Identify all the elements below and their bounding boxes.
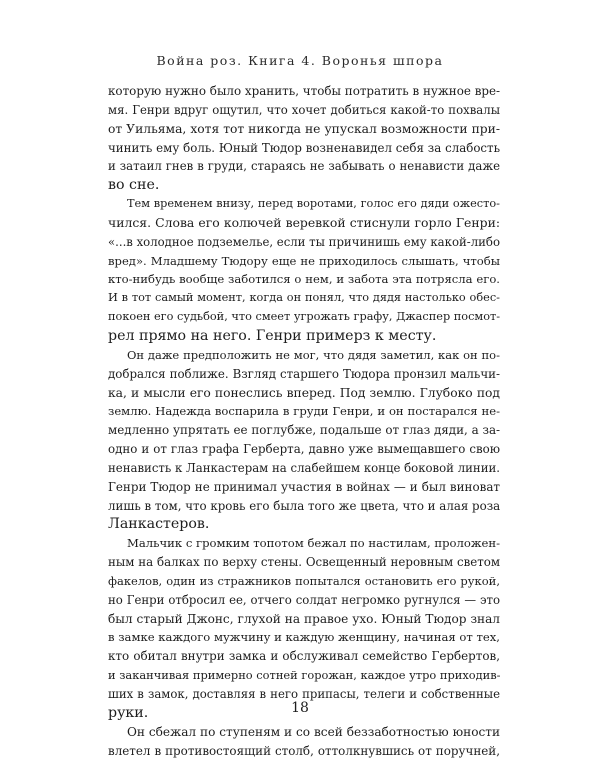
text-line: чился. Слова его колючей веревкой стиснули горло Генри: <box>108 214 500 230</box>
text-line: Тем временем внизу, перед воротами, голос его дяди ожесто- <box>127 197 500 211</box>
text-line: ным на балках по верху стены. Освещенный неровным светом <box>108 555 500 570</box>
text-line: лишь в том, что кровь его была того же цвета, что и алая роза <box>108 498 501 513</box>
text-line: вред». Младшему Тюдору еще не приходилось слышать, чтобы <box>108 253 500 268</box>
text-line: но Генри отбросил ее, отчего солдат негромко ругнулся — это <box>108 592 500 607</box>
text-line: медленно упрятать ее поглубже, подальше от глаз дяди, а за- <box>108 423 501 438</box>
text-line: рел прямо на него. Генри примерз к месту. <box>108 327 437 344</box>
text-line: И в тот самый момент, когда он понял, что дядя настолько обес- <box>108 291 500 305</box>
paragraph-1 <box>108 82 500 195</box>
text-line: Ланкастеров. <box>108 516 210 533</box>
text-line: покоен его судьбой, что смеет угрожать графу, Джаспер посмот- <box>108 310 501 324</box>
text-line: ших в замок, доставляя в него припасы, телеги и собственные <box>108 687 500 701</box>
text-line: в замке каждого мужчину и каждую женщину, начиная от тех, <box>108 630 500 645</box>
text-line: кто-нибудь вообще заботился о нем, и забота эта потрясла его. <box>108 272 500 287</box>
text-line: которую нужно было хранить, чтобы потратить в нужное вре- <box>108 84 501 98</box>
page-number: 18 <box>291 700 309 716</box>
paragraph-4 <box>108 534 500 722</box>
text-line: кто обитал внутри замка и обслуживал семейство Гербертов, <box>108 649 500 664</box>
text-line: мя. Генри вдруг ощутил, что хочет добиться какой-то похвалы <box>108 102 500 117</box>
text-line: землю. Надежда воспарила в груди Генри, и он постарался не- <box>108 404 500 419</box>
text-line: руки. <box>108 704 149 721</box>
paragraph-2 <box>108 195 500 346</box>
paragraph-5 <box>108 723 500 760</box>
text-line: одно и от глаз графа Герберта, давно уже вымещавшего свою <box>108 442 500 457</box>
text-line: факелов, один из стражников попытался остановить его рукой, <box>108 573 500 588</box>
text-line: и затаил гнев в груди, стараясь не забывать о ненависти даже <box>108 159 500 174</box>
text-line: Он даже предположить не мог, что дядя заметил, как он по- <box>127 347 500 362</box>
text-line: от Уильяма, хотя тот никогда не упускал возможности при- <box>108 121 500 136</box>
text-line: и заканчивая примерно сотней горожан, каждое утро приходив- <box>108 668 501 683</box>
text-line: был старый Джонс, глухой на правое ухо. Юный Тюдор знал <box>108 611 500 626</box>
text-line: чинить ему боль. Юный Тюдор возненавидел себя за слабость <box>108 140 500 155</box>
text-line: Генри Тюдор не принимал участия в войнах — и был виноват <box>108 479 500 494</box>
running-header: Война роз. Книга 4. Воронья шпора <box>156 53 444 68</box>
body-text <box>108 82 500 760</box>
text-line: влетел в противостоящий столб, оттолкнувшись от поручней, <box>108 743 500 758</box>
text-line: ка, и мысли его понеслись вперед. Под землю. Глубоко под <box>108 385 500 400</box>
paragraph-3 <box>108 346 500 534</box>
text-line: Мальчик с громким топотом бежал по настилам, проложен- <box>127 536 500 551</box>
text-line: во сне. <box>108 177 160 194</box>
text-line: Он сбежал по ступеням и со всей беззаботностью юности <box>127 724 500 739</box>
text-line: ненависть к Ланкастерам на слабейшем конце боковой линии. <box>108 460 500 475</box>
text-line: «...в холодное подземелье, если ты причинишь ему какой-либо <box>108 234 501 249</box>
text-line: добрался поближе. Взгляд старшего Тюдора пронзил мальчи- <box>108 366 500 381</box>
